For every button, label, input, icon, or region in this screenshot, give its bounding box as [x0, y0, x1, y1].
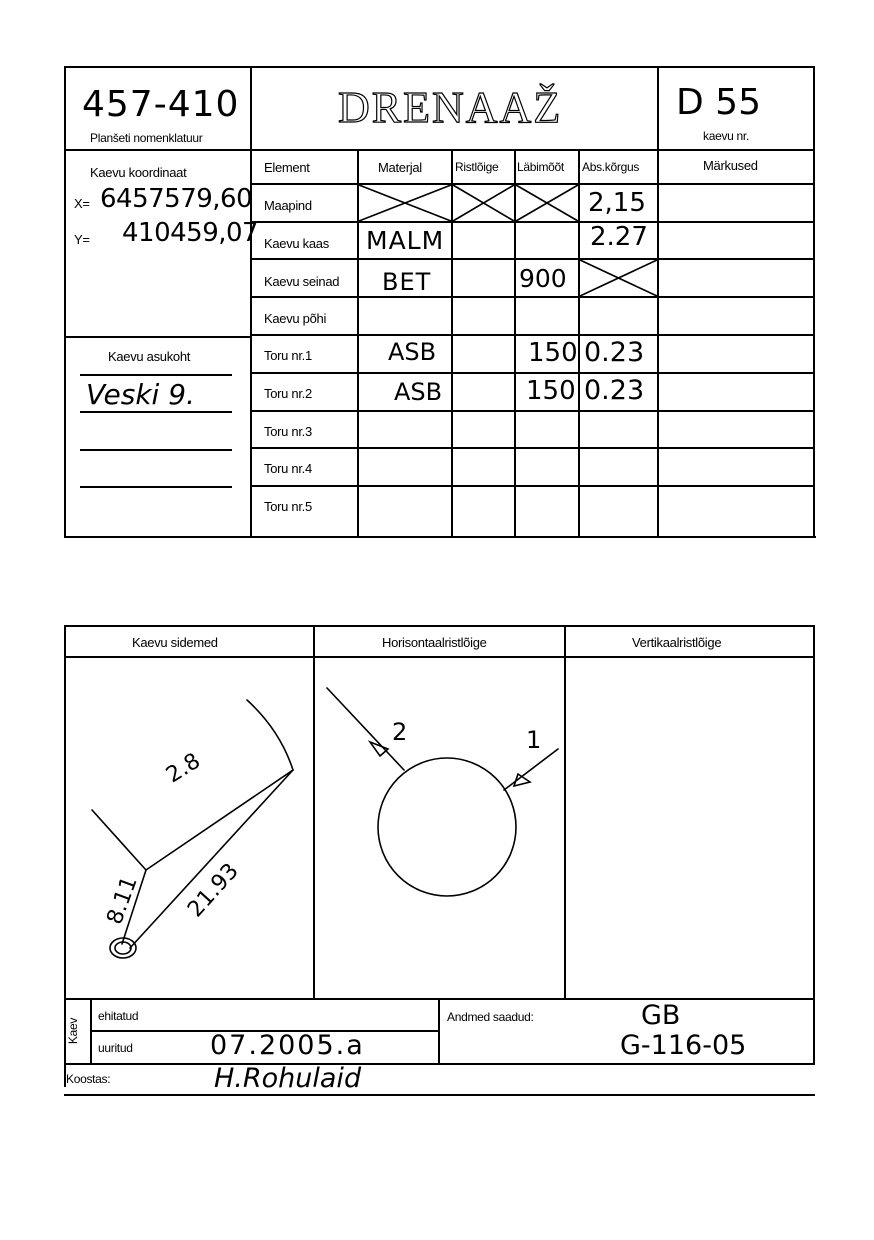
row-label: Toru nr.3 [264, 424, 312, 439]
surveyed-label: uuritud [98, 1041, 133, 1055]
well-number-value: D 55 [676, 82, 761, 123]
row-label: Toru nr.1 [264, 348, 312, 363]
connection-line [92, 700, 293, 870]
connection-line [130, 770, 293, 948]
row-label: Kaevu seinad [264, 274, 340, 289]
data-source-label: Andmed saadud: [447, 1010, 534, 1024]
distance-label: 8.11 [102, 873, 143, 928]
pipe-1-line [504, 749, 558, 790]
cell-material: BET [382, 268, 432, 296]
well-circle [378, 758, 516, 896]
location-value: Veski 9. [86, 378, 195, 411]
column-cross-section: Ristlõige [455, 160, 499, 174]
x-coordinate-label: X= [74, 196, 90, 211]
x-coordinate-value: 6457579,60 [100, 184, 253, 214]
cell-abs-height: 0.23 [584, 375, 645, 406]
pipe-2-label: 2 [392, 718, 408, 746]
distance-label: 2.8 [162, 748, 205, 789]
column-diameter: Läbimõõt [517, 160, 564, 174]
cell-abs-height: 0.23 [584, 337, 645, 368]
cell-material: ASB [394, 378, 443, 406]
col-title-connections: Kaevu sidemed [132, 635, 218, 650]
col-title-horizontal: Horisontaalristlõige [382, 635, 487, 650]
row-label: Kaevu põhi [264, 311, 327, 326]
surveyed-value: 07.2005.a [210, 1030, 365, 1061]
column-material: Materjal [378, 160, 422, 175]
cell-abs-height: 2,15 [588, 188, 646, 218]
row-label: Toru nr.4 [264, 461, 312, 476]
compiled-label: Koostas: [66, 1072, 111, 1086]
data-source-code: G-116-05 [620, 1030, 747, 1061]
well-number-label: kaevu nr. [703, 129, 749, 143]
y-coordinate-label: Y= [74, 232, 90, 247]
y-coordinate-value: 410459,07 [122, 218, 259, 248]
nomenclature-label: Planšeti nomenklatuur [90, 131, 203, 145]
page-title: DRENAAŽ [338, 83, 563, 132]
row-label: Maapind [264, 198, 312, 213]
row-label: Toru nr.5 [264, 499, 312, 514]
column-notes: Märkused [703, 158, 758, 173]
data-source-value: GB [641, 1000, 681, 1031]
cell-diameter: 150 [528, 338, 578, 368]
pipe-1-arrow [514, 774, 530, 786]
side-label: Kaev [66, 1017, 81, 1045]
distance-label: 21.93 [183, 858, 244, 923]
cell-abs-height: 2.27 [590, 222, 648, 252]
nomenclature-value: 457-410 [82, 84, 240, 125]
cell-material: ASB [388, 338, 437, 366]
compiled-signature: H.Rohulaid [214, 1063, 362, 1094]
row-label: Toru nr.2 [264, 386, 312, 401]
coordinates-label: Kaevu koordinaat [90, 165, 187, 180]
column-element: Element [264, 160, 310, 175]
cell-diameter: 150 [526, 376, 576, 406]
column-abs-height: Abs.kõrgus [582, 160, 640, 174]
cell-diameter: 900 [519, 264, 567, 293]
built-label: ehitatud [98, 1009, 139, 1023]
pipe-1-label: 1 [526, 726, 542, 754]
location-label: Kaevu asukoht [108, 349, 191, 364]
row-label: Kaevu kaas [264, 236, 329, 251]
cell-material: MALM [366, 226, 445, 255]
col-title-vertical: Vertikaalristlõige [632, 635, 722, 650]
